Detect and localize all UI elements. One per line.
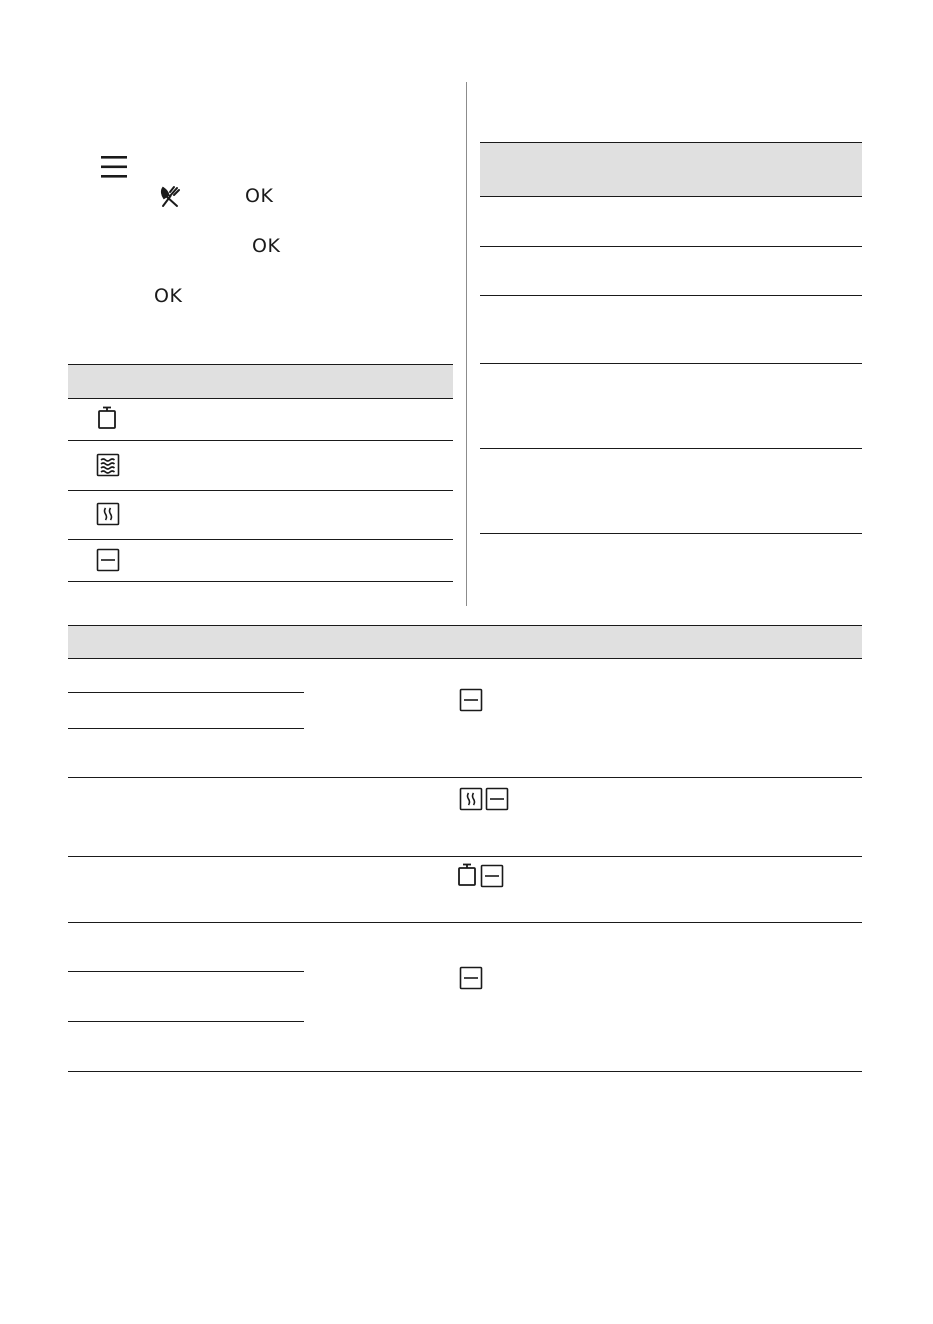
bottom-heat-icon bbox=[96, 548, 120, 572]
bottom-heat-icon bbox=[459, 966, 483, 990]
ok-button-label: OK bbox=[154, 285, 183, 307]
table-rule bbox=[68, 692, 304, 693]
table-rule bbox=[480, 448, 862, 449]
bottom-heat-icon bbox=[459, 688, 483, 712]
bottom-heat-icon bbox=[480, 864, 504, 888]
ok-button-label: OK bbox=[252, 235, 281, 257]
table-rule bbox=[68, 625, 862, 626]
lid-container-icon bbox=[96, 406, 118, 430]
table-rule bbox=[68, 658, 862, 659]
table-rule bbox=[68, 1071, 862, 1072]
table-rule bbox=[480, 196, 862, 197]
table-rule bbox=[480, 142, 862, 143]
steam-icon bbox=[96, 502, 120, 526]
table-rule bbox=[68, 440, 453, 441]
column-divider bbox=[466, 82, 467, 606]
table-rule bbox=[480, 295, 862, 296]
right-table-header bbox=[480, 143, 862, 196]
table-rule bbox=[480, 246, 862, 247]
table-rule bbox=[68, 490, 453, 491]
steam-icon bbox=[459, 787, 483, 811]
table-rule bbox=[68, 581, 453, 582]
table-rule bbox=[480, 363, 862, 364]
table-rule bbox=[68, 1021, 304, 1022]
ok-button-label: OK bbox=[245, 185, 274, 207]
hamburger-menu-icon bbox=[100, 155, 128, 179]
table-rule bbox=[68, 777, 862, 778]
table-rule bbox=[480, 533, 862, 534]
table-rule bbox=[68, 364, 453, 365]
lid-container-icon bbox=[456, 863, 478, 887]
table-rule bbox=[68, 539, 453, 540]
table-rule bbox=[68, 922, 862, 923]
bottom-table-header bbox=[68, 626, 862, 658]
left-table-header bbox=[68, 365, 453, 398]
table-rule bbox=[68, 856, 862, 857]
table-rule bbox=[68, 398, 453, 399]
table-rule bbox=[68, 728, 304, 729]
knife-fork-icon bbox=[158, 185, 182, 209]
bottom-heat-icon bbox=[485, 787, 509, 811]
table-rule bbox=[68, 971, 304, 972]
wave-lines-icon bbox=[96, 453, 120, 477]
